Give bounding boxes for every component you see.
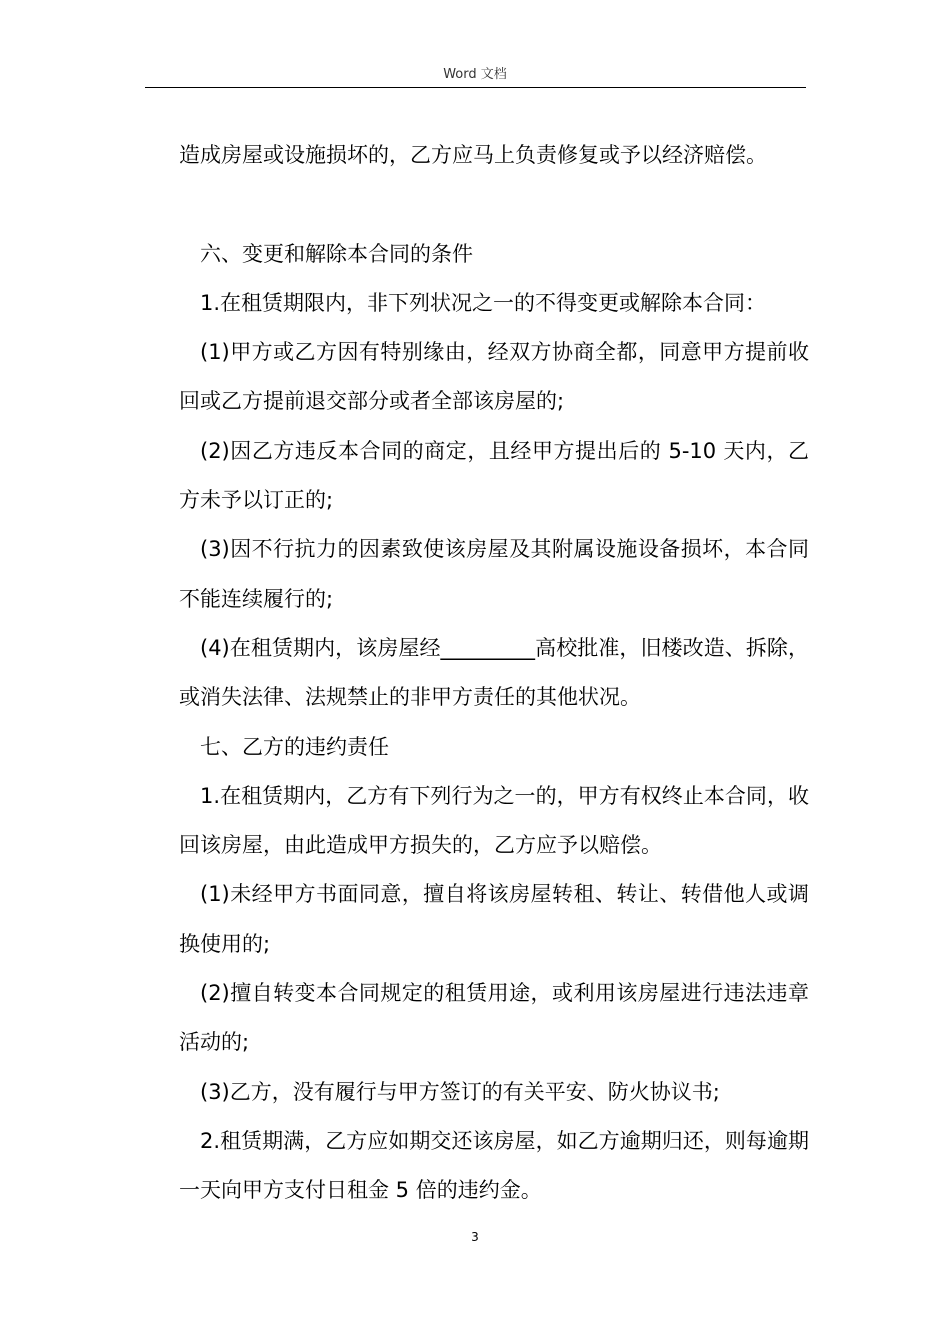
clause-1-no-change: 1.在租赁期限内，非下列状况之一的不得变更或解除本合同：: [200, 290, 767, 315]
section-heading-change-termination: 六、变更和解除本合同的条件: [200, 241, 473, 266]
document-header: Word 文档: [443, 67, 507, 82]
document-body: [179, 131, 809, 1216]
clause-item-3: (3)因不行抗力的因素致使该房屋及其附属设施设备损坏，本合同不能连续履行的;: [179, 537, 809, 611]
paragraph-spacer: [179, 180, 809, 229]
clause-item-1: (1)甲方或乙方因有特别缘由，经双方协商全都，同意甲方提前收回或乙方提前退交部分或者全部该房屋的;: [179, 340, 809, 414]
liability-item-3: (3)乙方，没有履行与甲方签订的有关平安、防火协议书;: [200, 1079, 720, 1104]
clause-item-2: (2)因乙方违反本合同的商定，且经甲方提出后的 5-10 天内，乙方未予以订正的;: [179, 438, 809, 513]
header-divider: [145, 87, 806, 88]
liability-clause-2: 2.租赁期满，乙方应如期交还该房屋，如乙方逾期归还，则每逾期一天向甲方支付日租金 5 倍的违约金。: [179, 1128, 809, 1203]
liability-item-2: (2)擅自转变本合同规定的租赁用途，或利用该房屋进行违法违章活动的;: [179, 981, 809, 1055]
clause-item-4: (4)在租赁期内，该房屋经_________高校批准，旧楼改造、拆除，或消失法律、法规禁止的非甲方责任的其他状况。: [179, 635, 809, 710]
page-number: 3: [471, 1230, 479, 1244]
liability-item-1: (1)未经甲方书面同意，擅自将该房屋转租、转让、转借他人或调换使用的;: [179, 882, 809, 956]
liability-clause-1: 1.在租赁期内，乙方有下列行为之一的，甲方有权终止本合同，收回该房屋，由此造成甲方损失的，乙方应予以赔偿。: [179, 783, 809, 858]
section-heading-tenant-liability: 七、乙方的违约责任: [200, 734, 389, 759]
paragraph-damage-repair: 造成房屋或设施损坏的，乙方应马上负责修复或予以经济赔偿。: [179, 143, 767, 167]
